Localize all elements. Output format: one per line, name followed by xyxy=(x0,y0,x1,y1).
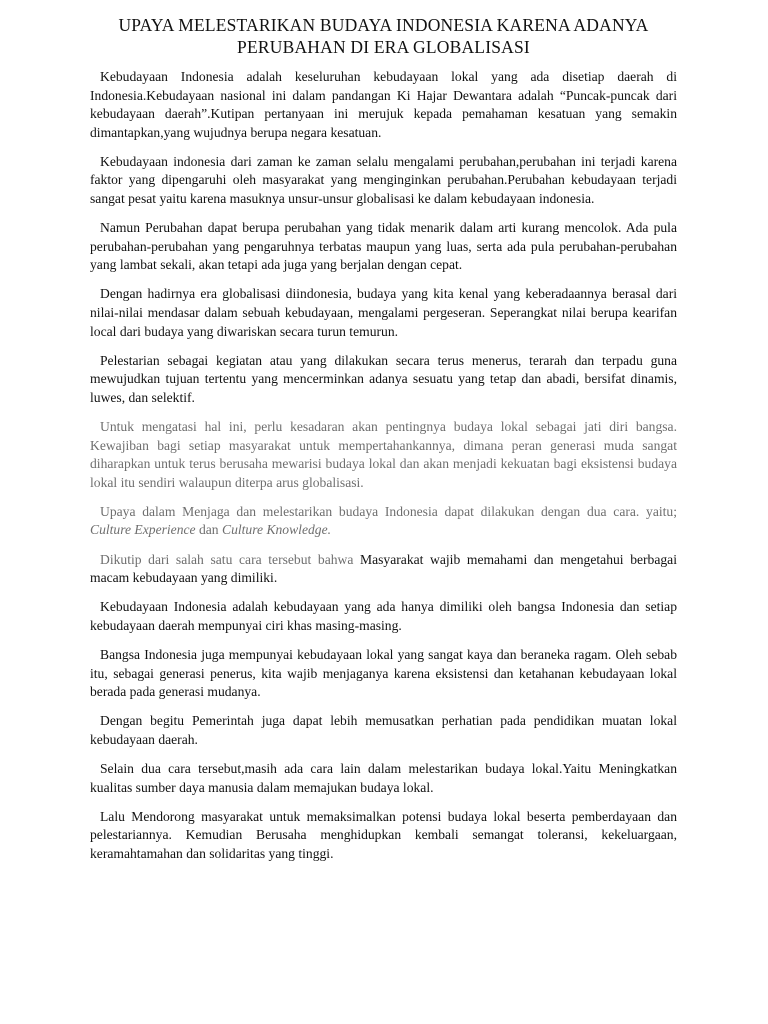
paragraph-9: Kebudayaan Indonesia adalah kebudayaan yang ada hanya dimiliki oleh bangsa Indonesia dan setiap kebudayaan daerah mempunyai ciri khas masing-masing. xyxy=(90,599,677,633)
paragraph-13: Lalu Mendorong masyarakat untuk memaksimalkan potensi budaya lokal beserta pemberdayaan dan pelestariannya. Kemudian Berusaha menghidupkan kembali semangat toleransi, kekeluargaan, keramahtamahan dan solidaritas yang tinggi. xyxy=(90,808,677,861)
paragraph-8-quote-intro: Dikutip dari salah satu cara tersebut bahwa xyxy=(100,551,361,567)
paragraph-6: Untuk mengatasi hal ini, perlu kesadaran akan pentingnya budaya lokal sebagai jati diri bangsa. Kewajiban bagi setiap masyarakat untuk mempertahankannya, dimana peran generasi muda sangat diharapkan untuk terus berusaha mewarisi budaya lokal dan akan menjadi kekuatan bagi eksistensi budaya lokal itu sendiri walaupun diterpa arus globalisasi. xyxy=(90,419,677,490)
paragraph-10: Bangsa Indonesia juga mempunyai kebudayaan lokal yang sangat kaya dan beraneka ragam. Oleh sebab itu, sebagai generasi penerus, kita wajib menjaganya karena eksistensi dan ketahanan kebudayaan lokal berada pada generasi mudanya. xyxy=(90,646,677,700)
title-line-2: PERUBAHAN DI ERA GLOBALISASI xyxy=(237,37,530,57)
paragraph-11: Dengan begitu Pemerintah juga dapat lebih memusatkan perhatian pada pendidikan muatan lokal kebudayaan daerah. xyxy=(90,713,677,747)
paragraph-1: Kebudayaan Indonesia adalah keseluruhan kebudayaan lokal yang ada disetiap daerah di Indonesia.Kebudayaan nasional ini dalam pandangan Ki Hajar Dewantara adalah “Puncak-puncak dari kebudayaan daerah”.Kutipan pertanyaan ini merujuk kepada pemahaman kesatuan yang semakin dimantapkan,yang wujudnya berupa negara kesatuan. xyxy=(90,69,677,140)
paragraph-2: Kebudayaan indonesia dari zaman ke zaman selalu mengalami perubahan,perubahan ini terjadi karena faktor yang dipengaruhi oleh masyarakat yang menginginkan perubahan.Perubahan kebudayaan terjadi sangat pesat yaitu karena masuknya unsur-unsur globalisasi ke dalam kebudayaan indonesia. xyxy=(90,153,677,207)
paragraph-7 xyxy=(90,503,677,540)
document-title xyxy=(90,14,677,58)
paragraph-12: Selain dua cara tersebut,masih ada cara lain dalam melestarikan budaya lokal.Yaitu Meningkatkan kualitas sumber daya manusia dalam memajukan budaya lokal. xyxy=(90,760,677,795)
paragraph-7-and: dan xyxy=(195,522,223,538)
paragraph-5: Pelestarian sebagai kegiatan atau yang dilakukan secara terus menerus, terarah dan terpadu guna mewujudkan tujuan tertentu yang mencerminkan adanya sesuatu yang tetap dan abadi, bersifat dinamis, luwes, dan selektif. xyxy=(90,352,677,405)
document-page xyxy=(90,14,677,874)
culture-experience-term: Culture Experience xyxy=(90,522,196,538)
paragraph-7-text: Upaya dalam Menjaga dan melestarikan budaya Indonesia dapat dilakukan dengan dua cara. yaitu; xyxy=(100,503,677,519)
paragraph-8 xyxy=(90,551,677,588)
paragraph-8-main: Masyarakat wajib memahami dan mengetahui berbagai macam kebudayaan yang dimiliki. xyxy=(90,551,677,586)
paragraph-3: Namun Perubahan dapat berupa perubahan yang tidak menarik dalam arti kurang mencolok. Ada pula perubahan-perubahan yang pengaruhnya terbatas maupun yang luas, serta ada pula perubahan-perubahan yang lambat sekali, akan tetapi ada juga yang berjalan dengan cepat. xyxy=(90,220,677,273)
culture-knowledge-term: Culture Knowledge. xyxy=(222,522,332,538)
title-line-1: UPAYA MELESTARIKAN BUDAYA INDONESIA KARENA ADANYA xyxy=(118,15,649,35)
paragraph-4: Dengan hadirnya era globalisasi diindonesia, budaya yang kita kenal yang keberadaannya berasal dari nilai-nilai mendasar dalam sebuah kebudayaan, mengalami pergeseran. Seperangkat nilai berupa kearifan local dari budaya yang diwariskan secara turun temurun. xyxy=(90,286,677,339)
